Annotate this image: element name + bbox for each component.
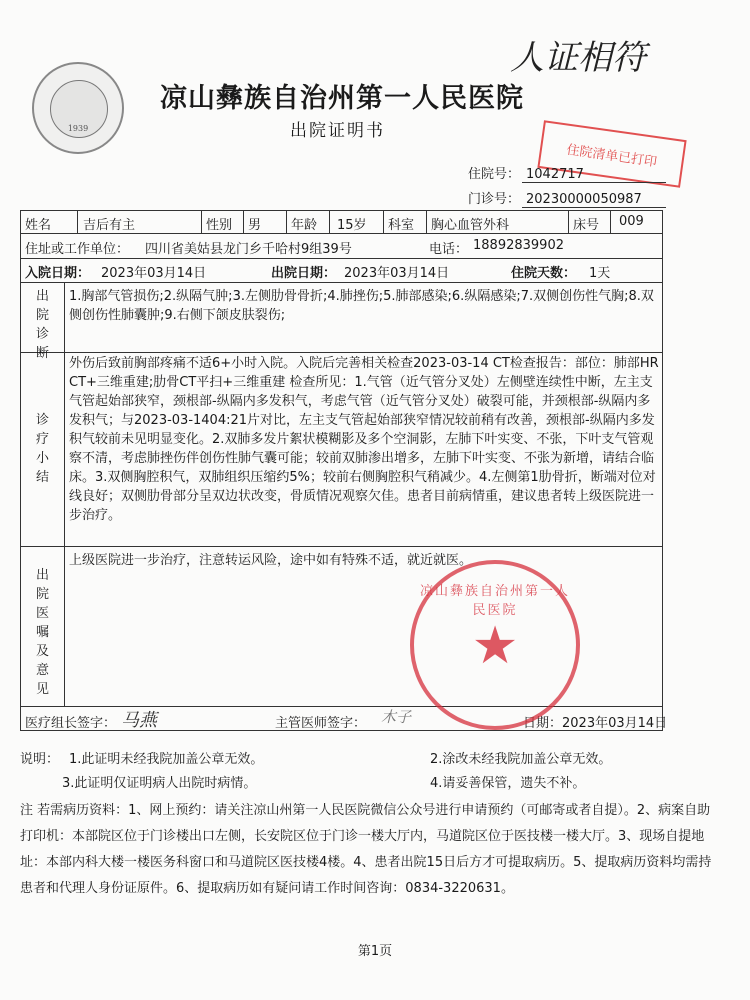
patient-dept: 胸心血管外科 [431, 218, 510, 233]
days-label: 住院天数： [511, 266, 577, 281]
patient-gender: 男 [248, 218, 262, 233]
seal-star-icon: ★ [471, 616, 519, 676]
hospital-name: 凉山彝族自治州第一人民医院 [160, 83, 524, 114]
patient-phone: 18892839902 [473, 238, 564, 253]
admit-date: 2023年03月14日 [101, 266, 207, 281]
name-label: 姓名 [25, 218, 52, 233]
bed-label: 床号 [573, 218, 600, 233]
outpatient-number: 门诊号： 20230000050987 [468, 188, 666, 208]
patient-address: 四川省美姑县龙门乡千哈村9组39号 [145, 242, 352, 257]
discharge-label: 出院日期： [271, 266, 337, 281]
page-number: 第1页 [357, 944, 393, 959]
doctor-signature: 木子 [381, 708, 412, 726]
address-label: 住址或工作单位： [25, 242, 130, 257]
notes-item-3: 3.此证明仅证明病人出院时病情。 [62, 776, 257, 791]
advice-text: 上级医院进一步治疗，注意转运风险，途中如有特殊不适，就近就医。 [69, 553, 473, 568]
inpatient-number: 住院号： 1042717 [468, 163, 666, 183]
notes-item-4: 4.请妥善保管，遗失不补。 [430, 776, 586, 791]
patient-name: 吉后有主 [83, 218, 136, 233]
patient-bed: 009 [619, 214, 644, 229]
date-label: 日期：2023年03月14日 [523, 716, 668, 731]
printed-stamp: 住院清单已打印 [537, 120, 686, 188]
dept-label: 科室 [388, 218, 415, 233]
admit-label: 入院日期： [25, 266, 91, 281]
leader-sign-label: 医疗组长签字： [25, 716, 117, 731]
notes-line-1: 说明： 1.此证明未经我院加盖公章无效。 [20, 752, 264, 767]
hospital-logo [32, 62, 124, 154]
document-title: 出院证明书 [290, 121, 385, 141]
discharge-date: 2023年03月14日 [344, 266, 450, 281]
leader-signature: 马燕 [121, 710, 157, 731]
treatment-label: 诊 疗 小 结 [35, 413, 49, 485]
patient-age: 15岁 [337, 218, 367, 233]
handwritten-note: 人证相符 [510, 38, 646, 78]
diagnosis-label: 出 院 诊 断 [35, 289, 49, 361]
advice-label: 出 院 医 嘱 及 意 见 [35, 568, 49, 697]
logo-year: 1939 [67, 124, 89, 133]
doctor-sign-label: 主管医师签字： [275, 716, 367, 731]
diagnosis-text: 1.胸部气管损伤;2.纵隔气肿;3.左侧肋骨骨折;4.肺挫伤;5.肺部感染;6.纵隔感染;7.双侧创伤性气胸;8.双侧创伤性肺囊肿;9.右侧下颌皮肤裂伤; [69, 289, 654, 323]
stay-days: 1天 [589, 266, 611, 281]
treatment-text: 外伤后致前胸部疼痛不适6+小时入院。入院后完善相关检查2023-03-14 CT检查报告：部位：肺部HRCT+三维重建;肋骨CT平扫+三维重建 检查所见：1.气管（近气管分叉处）左侧壁连续性中断，左主支气管起始部狭窄，颈根部-纵隔内多发积气，考虑气管（近气管分叉处）破裂可能，并颈根部-纵隔内多发积气；与2023-03-1404:21片对比，左主支气管起始部狭窄情况较前稍有改善，颈根部-纵隔内多发积气较前未见明显变化。2.双肺多发片絮状模糊影及多个空洞影，左肺下叶实变、不张，下叶支气管观察不清，考虑肺挫伤伴创伤性肺气囊可能；较前双肺渗出增多，左肺下叶实变、不张为新增，请结合临床。3.双侧胸腔积气，双肺组织压缩约5%；较前右侧胸腔积气稍减少。4.左侧第1肋骨折，断端对位对线良好；双侧肋骨部分呈双边状改变，骨质情况观察欠佳。患者目前病情重，建议患者转上级医院进一步治疗。 [69, 356, 659, 523]
hospital-seal: 凉山彝族自治州第一人民医院 ★ [410, 560, 580, 730]
phone-label: 电话： [429, 242, 469, 257]
records-instructions: 注 若需病历资料：1、网上预约：请关注凉山州第一人民医院微信公众号进行申请预约（可邮寄或者自提）。2、病案自助打印机：本部院区位于门诊楼出口左侧，长安院区位于门诊一楼大厅内，马道院区位于医技楼一楼大厅。3、现场自提地址：本部内科大楼一楼医务科窗口和马道院区医技楼4楼。4、患者出院15日后方才可提取病历。5、提取病历资料均需持患者和代理人身份证原件。6、提取病历如有疑问请工作时间咨询：0834-3220631。 [20, 803, 712, 896]
notes-item-2: 2.涂改未经我院加盖公章无效。 [430, 752, 612, 767]
gender-label: 性别 [206, 218, 233, 233]
age-label: 年龄 [291, 218, 318, 233]
